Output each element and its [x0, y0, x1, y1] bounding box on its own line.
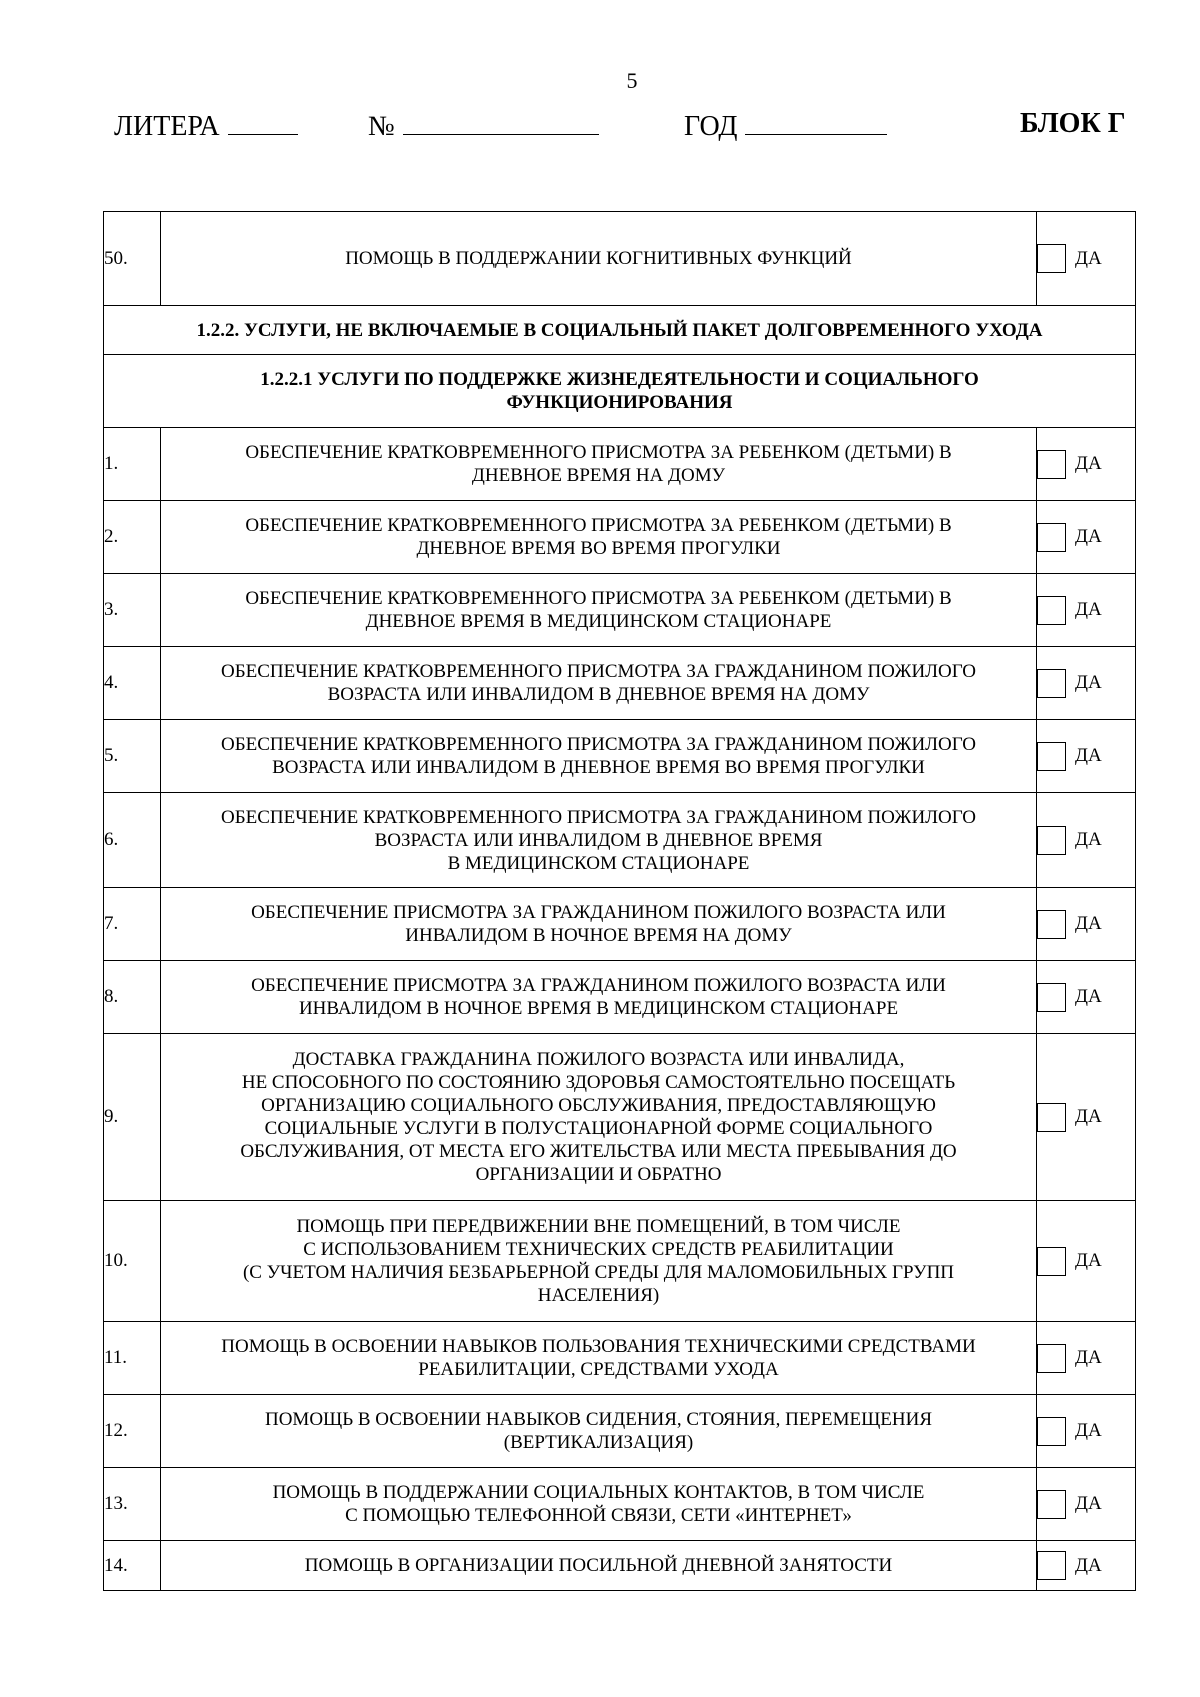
- checkbox[interactable]: [1037, 523, 1066, 552]
- row-number: 7.: [104, 888, 161, 961]
- year-label: ГОД: [684, 111, 738, 142]
- checkbox[interactable]: [1037, 983, 1066, 1012]
- checkbox[interactable]: [1037, 1247, 1066, 1276]
- row-text: [161, 720, 1037, 793]
- yes-checkbox-cell[interactable]: [1037, 428, 1136, 501]
- checkbox[interactable]: [1037, 1417, 1066, 1446]
- table-row: [104, 574, 1136, 647]
- row-text-line: С ПОМОЩЬЮ ТЕЛЕФОННОЙ СВЯЗИ, СЕТИ «ИНТЕРНЕТ»: [345, 1505, 852, 1526]
- checkbox[interactable]: [1037, 1490, 1066, 1519]
- row-text-line: СОЦИАЛЬНЫЕ УСЛУГИ В ПОЛУСТАЦИОНАРНОЙ ФОРМЕ СОЦИАЛЬНОГО: [264, 1118, 933, 1139]
- row-number: 5.: [104, 720, 161, 793]
- row-text-line: ВОЗРАСТА ИЛИ ИНВАЛИДОМ В ДНЕВНОЕ ВРЕМЯ ВО ВРЕМЯ ПРОГУЛКИ: [272, 757, 925, 778]
- table-row: [104, 888, 1136, 961]
- table-row: [104, 428, 1136, 501]
- row-text-line: ОБСЛУЖИВАНИЯ, ОТ МЕСТА ЕГО ЖИТЕЛЬСТВА ИЛИ МЕСТА ПРЕБЫВАНИЯ ДО: [240, 1141, 957, 1162]
- row-text-line: НЕ СПОСОБНОГО ПО СОСТОЯНИЮ ЗДОРОВЬЯ САМОСТОЯТЕЛЬНО ПОСЕЩАТЬ: [241, 1072, 956, 1093]
- table-row: [104, 1034, 1136, 1201]
- row-text-line: НАСЕЛЕНИЯ): [537, 1285, 660, 1306]
- yes-label: ДА: [1075, 745, 1102, 766]
- row-text-line: ДНЕВНОЕ ВРЕМЯ В МЕДИЦИНСКОМ СТАЦИОНАРЕ: [365, 611, 832, 632]
- yes-label: ДА: [1075, 453, 1102, 474]
- row-text-line: В МЕДИЦИНСКОМ СТАЦИОНАРЕ: [447, 852, 750, 874]
- row-text: [161, 1034, 1037, 1201]
- yes-checkbox-cell[interactable]: [1037, 501, 1136, 574]
- row-text-line: С ИСПОЛЬЗОВАНИЕМ ТЕХНИЧЕСКИХ СРЕДСТВ РЕАБИЛИТАЦИИ: [303, 1239, 894, 1260]
- services-table: [103, 211, 1136, 1591]
- litera-blank[interactable]: [228, 108, 298, 135]
- row-text: [161, 574, 1037, 647]
- row-number: 50.: [104, 212, 161, 306]
- row-text-line: ОБЕСПЕЧЕНИЕ КРАТКОВРЕМЕННОГО ПРИСМОТРА ЗА РЕБЕНКОМ (ДЕТЬМИ) В: [245, 515, 952, 536]
- table-row: [104, 1395, 1136, 1468]
- block-label: БЛОК Г: [1020, 108, 1126, 139]
- checkbox[interactable]: [1037, 1344, 1066, 1373]
- table-row: [104, 961, 1136, 1034]
- subsection-title: 1.2.2.1 УСЛУГИ ПО ПОДДЕРЖКЕ ЖИЗНЕДЕЯТЕЛЬНОСТИ И СОЦИАЛЬНОГО ФУНКЦИОНИРОВАНИЯ: [104, 355, 1136, 428]
- row-text-line: ПОМОЩЬ В ОРГАНИЗАЦИИ ПОСИЛЬНОЙ ДНЕВНОЙ ЗАНЯТОСТИ: [304, 1555, 893, 1576]
- row-text: [161, 793, 1037, 888]
- yes-checkbox-cell[interactable]: [1037, 1541, 1136, 1591]
- yes-label: ДА: [1075, 829, 1102, 850]
- table-row: [104, 720, 1136, 793]
- yes-label: ДА: [1075, 526, 1102, 547]
- row-number: 11.: [104, 1322, 161, 1395]
- yes-checkbox-cell[interactable]: [1037, 1322, 1136, 1395]
- table-row: [104, 1322, 1136, 1395]
- yes-checkbox-cell[interactable]: [1037, 888, 1136, 961]
- checkbox[interactable]: [1037, 910, 1066, 939]
- litera-field: [114, 108, 298, 143]
- yes-checkbox-cell[interactable]: [1037, 1395, 1136, 1468]
- row-text-line: ПОМОЩЬ В ОСВОЕНИИ НАВЫКОВ СИДЕНИЯ, СТОЯНИЯ, ПЕРЕМЕЩЕНИЯ: [264, 1409, 932, 1430]
- row-text: [161, 1541, 1037, 1591]
- section-row: [104, 306, 1136, 355]
- subsection-row: [104, 355, 1136, 428]
- yes-label: ДА: [1075, 1106, 1102, 1127]
- row-text: [161, 1322, 1037, 1395]
- year-blank[interactable]: [745, 108, 887, 135]
- row-text-line: РЕАБИЛИТАЦИИ, СРЕДСТВАМИ УХОДА: [418, 1359, 779, 1380]
- row-number: 6.: [104, 793, 161, 888]
- row-text: [161, 1468, 1037, 1541]
- row-text-line: ВОЗРАСТА ИЛИ ИНВАЛИДОМ В ДНЕВНОЕ ВРЕМЯ: [374, 829, 823, 851]
- yes-label: ДА: [1075, 599, 1102, 620]
- row-text: [161, 647, 1037, 720]
- section-title: 1.2.2. УСЛУГИ, НЕ ВКЛЮЧАЕМЫЕ В СОЦИАЛЬНЫЙ ПАКЕТ ДОЛГОВРЕМЕННОГО УХОДА: [104, 306, 1136, 355]
- row-text-line: ОБЕСПЕЧЕНИЕ КРАТКОВРЕМЕННОГО ПРИСМОТРА ЗА ГРАЖДАНИНОМ ПОЖИЛОГО: [221, 806, 976, 828]
- row-text-line: ИНВАЛИДОМ В НОЧНОЕ ВРЕМЯ В МЕДИЦИНСКОМ СТАЦИОНАРЕ: [298, 998, 899, 1019]
- row-text-line: ОБЕСПЕЧЕНИЕ КРАТКОВРЕМЕННОГО ПРИСМОТРА ЗА РЕБЕНКОМ (ДЕТЬМИ) В: [245, 588, 952, 609]
- table-row: [104, 1468, 1136, 1541]
- yes-label: ДА: [1075, 913, 1102, 934]
- table-row: [104, 793, 1136, 888]
- row-number: 8.: [104, 961, 161, 1034]
- year-field: [684, 108, 887, 143]
- checkbox[interactable]: [1037, 1103, 1066, 1132]
- row-text-line: ИНВАЛИДОМ В НОЧНОЕ ВРЕМЯ НА ДОМУ: [405, 925, 792, 946]
- yes-checkbox-cell[interactable]: [1037, 647, 1136, 720]
- yes-checkbox-cell[interactable]: [1037, 574, 1136, 647]
- yes-label: ДА: [1075, 1493, 1102, 1514]
- checkbox[interactable]: [1037, 450, 1066, 479]
- yes-label: ДА: [1075, 1554, 1102, 1576]
- checkbox[interactable]: [1037, 742, 1066, 771]
- row-text-line: ДОСТАВКА ГРАЖДАНИНА ПОЖИЛОГО ВОЗРАСТА ИЛИ ИНВАЛИДА,: [292, 1049, 905, 1070]
- row-text-line: ОБЕСПЕЧЕНИЕ ПРИСМОТРА ЗА ГРАЖДАНИНОМ ПОЖИЛОГО ВОЗРАСТА ИЛИ: [251, 975, 946, 996]
- yes-label: ДА: [1075, 986, 1102, 1007]
- yes-checkbox-cell[interactable]: [1037, 1468, 1136, 1541]
- row-number: 13.: [104, 1468, 161, 1541]
- table-row: [104, 501, 1136, 574]
- row-text: [161, 961, 1037, 1034]
- row-text: [161, 888, 1037, 961]
- row-text: [161, 1395, 1037, 1468]
- checkbox[interactable]: [1037, 669, 1066, 698]
- row-number: 12.: [104, 1395, 161, 1468]
- table-row: [104, 1541, 1136, 1591]
- yes-checkbox-cell[interactable]: [1037, 1034, 1136, 1201]
- row-number: 2.: [104, 501, 161, 574]
- table-row: [104, 1201, 1136, 1322]
- yes-checkbox-cell[interactable]: [1037, 212, 1136, 306]
- table-row: [104, 212, 1136, 306]
- row-text-line: ОРГАНИЗАЦИЮ СОЦИАЛЬНОГО ОБСЛУЖИВАНИЯ, ПРЕДОСТАВЛЯЮЩУЮ: [261, 1095, 936, 1116]
- table-row: [104, 647, 1136, 720]
- row-text-line: (С УЧЕТОМ НАЛИЧИЯ БЕЗБАРЬЕРНОЙ СРЕДЫ ДЛЯ МАЛОМОБИЛЬНЫХ ГРУПП: [242, 1262, 955, 1283]
- row-text-line: (ВЕРТИКАЛИЗАЦИЯ): [503, 1432, 694, 1453]
- row-text-line: ОБЕСПЕЧЕНИЕ ПРИСМОТРА ЗА ГРАЖДАНИНОМ ПОЖИЛОГО ВОЗРАСТА ИЛИ: [251, 902, 946, 923]
- row-text: ПОМОЩЬ В ПОДДЕРЖАНИИ КОГНИТИВНЫХ ФУНКЦИЙ: [161, 212, 1037, 306]
- yes-label: ДА: [1075, 1347, 1102, 1368]
- number-blank[interactable]: [403, 108, 599, 135]
- row-text-line: ВОЗРАСТА ИЛИ ИНВАЛИДОМ В ДНЕВНОЕ ВРЕМЯ НА ДОМУ: [327, 684, 870, 705]
- form-header: [0, 108, 1200, 148]
- row-text: [161, 428, 1037, 501]
- number-label: №: [368, 111, 395, 142]
- yes-checkbox-cell[interactable]: [1037, 961, 1136, 1034]
- row-number: 4.: [104, 647, 161, 720]
- row-text-line: ОБЕСПЕЧЕНИЕ КРАТКОВРЕМЕННОГО ПРИСМОТРА ЗА ГРАЖДАНИНОМ ПОЖИЛОГО: [221, 734, 976, 755]
- row-text-line: ПОМОЩЬ В ПОДДЕРЖАНИИ СОЦИАЛЬНЫХ КОНТАКТОВ, В ТОМ ЧИСЛЕ: [272, 1482, 925, 1503]
- checkbox[interactable]: [1037, 1551, 1066, 1580]
- row-text-line: ОРГАНИЗАЦИИ И ОБРАТНО: [475, 1164, 722, 1185]
- litera-label: ЛИТЕРА: [114, 111, 220, 142]
- checkbox[interactable]: [1037, 596, 1066, 625]
- row-text-line: ОБЕСПЕЧЕНИЕ КРАТКОВРЕМЕННОГО ПРИСМОТРА ЗА ГРАЖДАНИНОМ ПОЖИЛОГО: [221, 661, 976, 682]
- checkbox[interactable]: [1037, 826, 1066, 855]
- number-field: [368, 108, 599, 143]
- row-text-line: ОБЕСПЕЧЕНИЕ КРАТКОВРЕМЕННОГО ПРИСМОТРА ЗА РЕБЕНКОМ (ДЕТЬМИ) В: [245, 442, 952, 463]
- yes-checkbox-cell[interactable]: [1037, 793, 1136, 888]
- row-number: 14.: [104, 1541, 161, 1591]
- row-number: 1.: [104, 428, 161, 501]
- yes-label: ДА: [1075, 1250, 1102, 1271]
- checkbox[interactable]: [1037, 244, 1066, 273]
- yes-label: ДА: [1075, 247, 1102, 269]
- yes-label: ДА: [1075, 1420, 1102, 1441]
- row-text-line: ДНЕВНОЕ ВРЕМЯ ВО ВРЕМЯ ПРОГУЛКИ: [416, 538, 781, 559]
- row-text-line: ДНЕВНОЕ ВРЕМЯ НА ДОМУ: [471, 465, 726, 486]
- row-number: 10.: [104, 1201, 161, 1322]
- yes-checkbox-cell[interactable]: [1037, 720, 1136, 793]
- row-text: [161, 1201, 1037, 1322]
- row-text-line: ПОМОЩЬ ПРИ ПЕРЕДВИЖЕНИИ ВНЕ ПОМЕЩЕНИЙ, В ТОМ ЧИСЛЕ: [296, 1216, 901, 1237]
- row-number: 9.: [104, 1034, 161, 1201]
- row-text-line: ПОМОЩЬ В ОСВОЕНИИ НАВЫКОВ ПОЛЬЗОВАНИЯ ТЕХНИЧЕСКИМИ СРЕДСТВАМИ: [221, 1336, 976, 1357]
- row-text: [161, 501, 1037, 574]
- yes-label: ДА: [1075, 672, 1102, 693]
- row-number: 3.: [104, 574, 161, 647]
- page-number: 5: [626, 68, 638, 93]
- yes-checkbox-cell[interactable]: [1037, 1201, 1136, 1322]
